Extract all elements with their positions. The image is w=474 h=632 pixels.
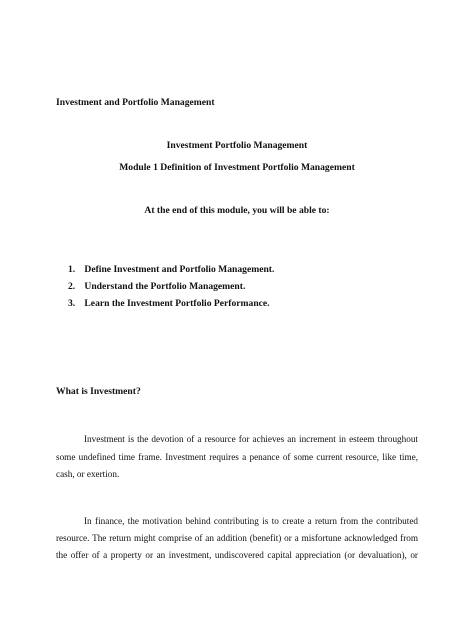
objective-text: Understand the Portfolio Management.: [84, 281, 246, 292]
objective-number: 1.: [68, 264, 76, 275]
objective-item: [68, 298, 270, 310]
objectives-intro: At the end of this module, you will be able to:: [144, 205, 330, 216]
document-title: Investment Portfolio Management: [166, 140, 308, 151]
module-title: Module 1 Definition of Investment Portfolio Management: [119, 162, 355, 173]
objective-item: [68, 264, 274, 276]
paragraph-line: resource. The return might comprise of an addition (benefit) or a misfortune acknowledged from: [56, 533, 418, 543]
section-heading: What is Investment?: [56, 386, 141, 397]
objective-number: 2.: [68, 281, 76, 292]
paragraph-line: cash, or exertion.: [56, 469, 120, 479]
objective-number: 3.: [68, 298, 76, 309]
paragraph-line: Investment is the devotion of a resource for achieves an increment in esteem throughout: [84, 434, 418, 444]
paragraph-line: the offer of a property or an investment, undiscovered capital appreciation (or devaluation), or: [56, 550, 418, 560]
paragraph-line: some undefined time frame. Investment requires a penance of some current resource, like time,: [56, 452, 418, 462]
objective-text: Define Investment and Portfolio Management.: [84, 264, 275, 275]
objective-item: [68, 281, 245, 293]
objective-text: Learn the Investment Portfolio Performance.: [84, 298, 270, 309]
header-title: Investment and Portfolio Management: [56, 97, 215, 108]
paragraph-line: In finance, the motivation behind contributing is to create a return from the contributed: [84, 516, 418, 526]
